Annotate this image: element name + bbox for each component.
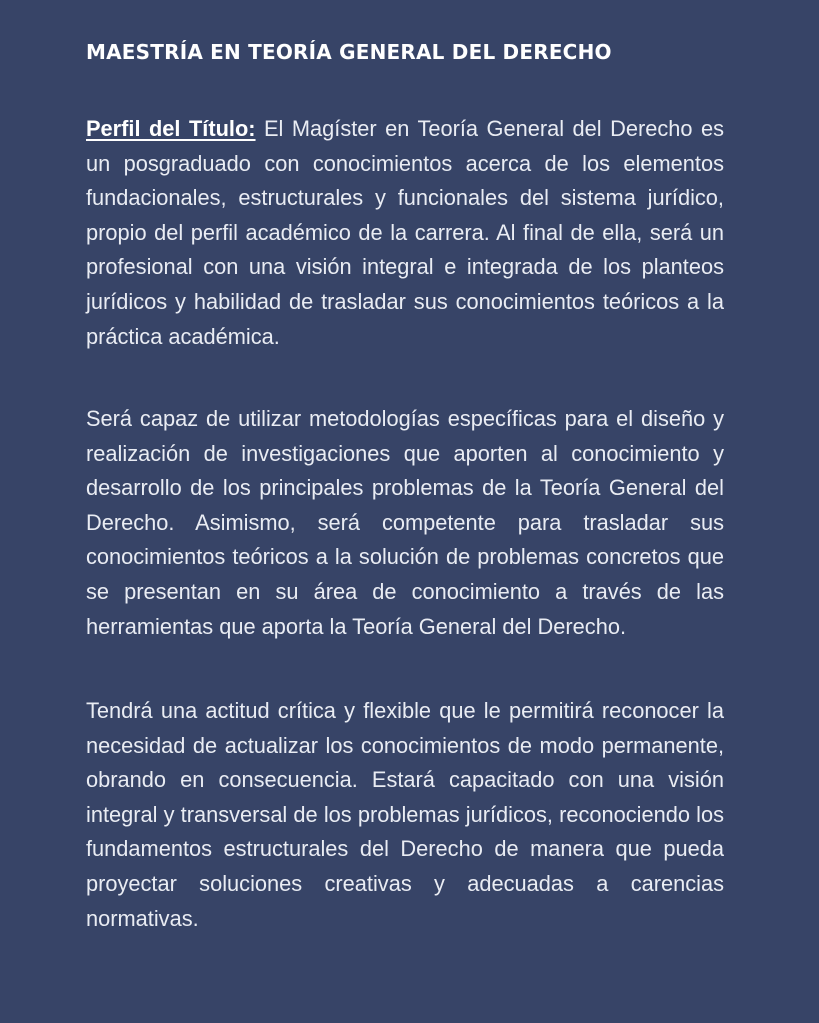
page-title: MAESTRÍA EN TEORÍA GENERAL DEL DERECHO [86,40,612,64]
paragraph-attitude: Tendrá una actitud crítica y flexible que le permitirá reconocer la necesidad de actualizar los conocimientos de modo permanente, obrando en consecuencia. Estará capacitado con una visión integral y transversal de los problemas jurídicos, reconociendo los fundamentos estructurales del Derecho de manera que pueda proyectar soluciones creativas y adecuadas a carencias normativas. [86,698,724,931]
profile-label: Perfil del Título: [86,116,256,141]
paragraph-profile [86,112,724,354]
profile-text: El Magíster en Teoría General del Derecho es un posgraduado con conocimientos acerca de los elementos fundacionales, estructurales y funcionales del sistema jurídico, propio del perfil académico de la carrera. Al final de ella, será un profesional con una visión integral e integrada de los planteos jurídicos y habilidad de trasladar sus conocimientos teóricos a la práctica académica. [86,116,724,349]
paragraph-research: Será capaz de utilizar metodologías específicas para el diseño y realización de investigaciones que aporten al conocimiento y desarrollo de los principales problemas de la Teoría General del Derecho. Asimismo, será competente para trasladar sus conocimientos teóricos a la solución de problemas concretos que se presentan en su área de conocimiento a través de las herramientas que aporta la Teoría General del Derecho. [86,406,724,639]
